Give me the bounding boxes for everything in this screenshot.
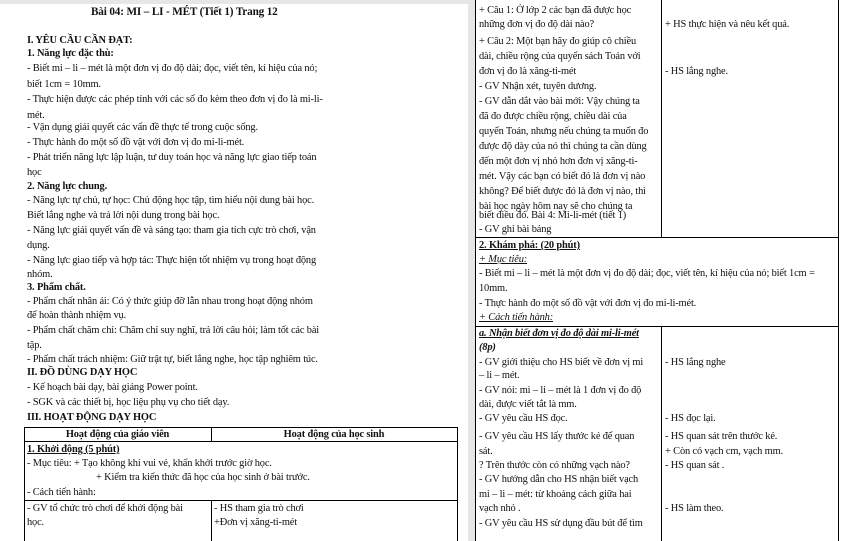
text-line: 10mm. xyxy=(479,283,508,294)
text-line: đã đo được chiều rộng, chiều dài của xyxy=(479,111,627,122)
text-line: + Câu 1: Ở lớp 2 các bạn đã được học xyxy=(479,5,632,16)
text-line: được độ dày của nó thì chúng ta cần dùng xyxy=(479,141,647,152)
text-line: - GV yêu cầu HS đọc. xyxy=(479,413,568,424)
text-line: biết 1cm = 10mm. xyxy=(27,79,101,90)
text-line: quyển Toán, nhưng nếu chúng ta muốn đo xyxy=(479,126,649,137)
text-line: mét. xyxy=(27,110,45,121)
text-line: ? Trên thước còn có những vạch nào? xyxy=(479,460,630,471)
text-line: đơn vị đo là xăng-ti-mét xyxy=(479,66,577,77)
text-line: biết điều đó. Bài 4: Mi-li-mét (tiết 1) xyxy=(479,210,627,221)
text-line: tập. xyxy=(27,340,42,351)
text-line: - HS lắng nghe xyxy=(665,357,726,368)
text-line: dài, chiều rộng của quyển sách Toán với xyxy=(479,51,641,62)
text-line: - Thực hành đo một số đồ vật với đơn vị đo mi-li-mét. xyxy=(479,298,697,309)
text-line: bài học ngày hôm nay sẽ cho chúng ta xyxy=(479,201,633,212)
text-line: - GV ghi bài bảng xyxy=(479,224,552,235)
text-line: - Phát triển năng lực lập luận, tư duy toán học và năng lực giao tiếp toán xyxy=(27,152,317,163)
text-line: - Cách tiến hành: xyxy=(27,487,96,498)
activity-explore-heading: 2. Khám phá: (20 phút) xyxy=(479,240,580,251)
text-line: đến một đơn vị nhỏ hơn đơn vị xăng-ti- xyxy=(479,156,638,167)
section-heading-activities: III. HOẠT ĐỘNG DẠY HỌC xyxy=(27,412,157,423)
text-line: - GV yêu cầu HS lấy thước kẻ để quan xyxy=(479,431,635,442)
section-heading-materials: II. ĐỒ DÙNG DẠY HỌC xyxy=(27,367,138,378)
text-line: - Phẩm chất chăm chỉ: Chăm chỉ suy nghĩ, trả lời câu hỏi; làm tốt các bài xyxy=(27,325,320,336)
text-line: - Năng lực giải quyết vấn đề và sáng tạo: tham gia tích cực trò chơi, vận xyxy=(27,225,316,236)
text-line: - HS lắng nghe. xyxy=(665,66,728,77)
text-line: - GV tổ chức trò chơi để khởi động bài xyxy=(27,503,183,514)
text-line: - HS tham gia trò chơi xyxy=(214,503,304,514)
part-a-heading: a. Nhận biết đơn vị đo độ dài mi-li-mét xyxy=(479,328,639,339)
text-line: học. xyxy=(27,517,45,528)
subheading-specific-competence: 1. Năng lực đặc thù: xyxy=(27,48,114,59)
text-line: dụng. xyxy=(27,240,50,251)
text-line: Biết lắng nghe và trả lời nội dung trong bài học. xyxy=(27,210,220,221)
text-line: vạch nhỏ . xyxy=(479,503,521,514)
table-header-student: Hoạt động của học sinh xyxy=(283,429,385,440)
text-line: - Mục tiêu: + Tạo không khí vui vẻ, khấn khởi trước giờ học. xyxy=(27,458,272,469)
text-line: - Vận dụng giải quyết các vấn đề thực tế trong cuộc sống. xyxy=(27,122,258,133)
text-line: những đơn vị đo độ dài nào? xyxy=(479,19,595,30)
text-line: - HS quan sát . xyxy=(665,460,725,471)
text-line: - GV hướng dẫn cho HS nhận biết vạch xyxy=(479,474,639,485)
text-line: - Năng lực tự chủ, tự học: Chủ động học tập, tìm hiểu nội dung bài học. xyxy=(27,195,315,206)
text-line: - HS quan sát trên thước kẻ. xyxy=(665,431,778,442)
text-line: - Năng lực giao tiếp và hợp tác: Thực hiện tốt nhiệm vụ trong hoạt động xyxy=(27,255,316,266)
text-line: - Biết mi – li – mét là một đơn vị đo độ dài; đọc, viết tên, kí hiệu của nó; biết 1cm = xyxy=(479,268,815,279)
text-line: + HS thực hiện và nêu kết quả. xyxy=(665,19,790,30)
text-line: sát. xyxy=(479,446,493,457)
text-line: - GV giới thiệu cho HS biết về đơn vị mi xyxy=(479,357,644,368)
text-line: - GV Nhận xét, tuyên dương. xyxy=(479,81,597,92)
part-a-duration: (8p) xyxy=(479,342,496,353)
text-line: - Biết mi – li – mét là một đơn vị đo độ dài; đọc, viết tên, kí hiệu của nó; xyxy=(27,63,318,74)
text-line: - HS đọc lại. xyxy=(665,413,716,424)
activity-warmup-heading: 1. Khởi động (5 phút) xyxy=(27,444,120,455)
text-line: + Kiểm tra kiến thức đã học của học sinh ở bài trước. xyxy=(96,472,310,483)
section-heading-requirements: I. YÊU CẦU CẦN ĐẠT: xyxy=(27,35,133,46)
method-label: + Cách tiến hành: xyxy=(479,312,554,323)
text-line: không? Để biết được đó là đơn vị nào, thì xyxy=(479,186,646,197)
text-line: + Câu 2: Một bạn hãy đo giúp cô chiều xyxy=(479,36,637,47)
text-line: + Còn có vạch cm, vạch mm. xyxy=(665,446,783,457)
text-line: - GV yêu cầu HS sử dụng đầu bút để tìm xyxy=(479,518,643,529)
text-line: +Đơn vị xăng-ti-mét xyxy=(214,517,297,528)
text-line: học xyxy=(27,167,42,178)
text-line: - GV dẫn dắt vào bài mới: Vậy chúng ta xyxy=(479,96,640,107)
text-line: - Phẩm chất nhân ái: Có ý thức giúp đỡ lẫn nhau trong hoạt động nhóm xyxy=(27,296,313,307)
text-line: - Thực hành đo một số đồ vật với đơn vị đo mi-li-mét. xyxy=(27,137,245,148)
text-line: để hoàn thành nhiệm vụ. xyxy=(27,310,126,321)
text-line: - Kế hoạch bài dạy, bài giảng Power point. xyxy=(27,382,198,393)
text-line: - HS làm theo. xyxy=(665,503,724,514)
text-line: - Phẩm chất trách nhiệm: Giữ trật tự, biết lắng nghe, học tập nghiêm túc. xyxy=(27,354,318,365)
lesson-title: Bài 04: MI – LI - MÉT (Tiết 1) Trang 12 xyxy=(91,6,278,18)
text-line: mét. Vậy các bạn có biết đó là đơn vị nào xyxy=(479,171,646,182)
subheading-general-competence: 2. Năng lực chung. xyxy=(27,181,108,192)
text-line: mi – li – mét: từ khoảng cách giữa hai xyxy=(479,489,632,500)
goal-label: + Mục tiêu: xyxy=(479,254,528,265)
text-line: - Thực hiện được các phép tính với các số đo kèm theo đơn vị đo là mi-li- xyxy=(27,94,323,105)
text-line: – li – mét. xyxy=(479,370,520,381)
text-line: dài, được viết tắt là mm. xyxy=(479,399,577,410)
text-line: - GV nói: mi – li – mét là 1 đơn vị đo độ xyxy=(479,385,642,396)
subheading-qualities: 3. Phẩm chất. xyxy=(27,282,86,293)
table-header-teacher: Hoạt động của giáo viên xyxy=(65,429,170,440)
text-line: - SGK và các thiết bị, học liệu phụ vụ cho tiết dạy. xyxy=(27,397,230,408)
text-line: nhóm. xyxy=(27,269,53,280)
